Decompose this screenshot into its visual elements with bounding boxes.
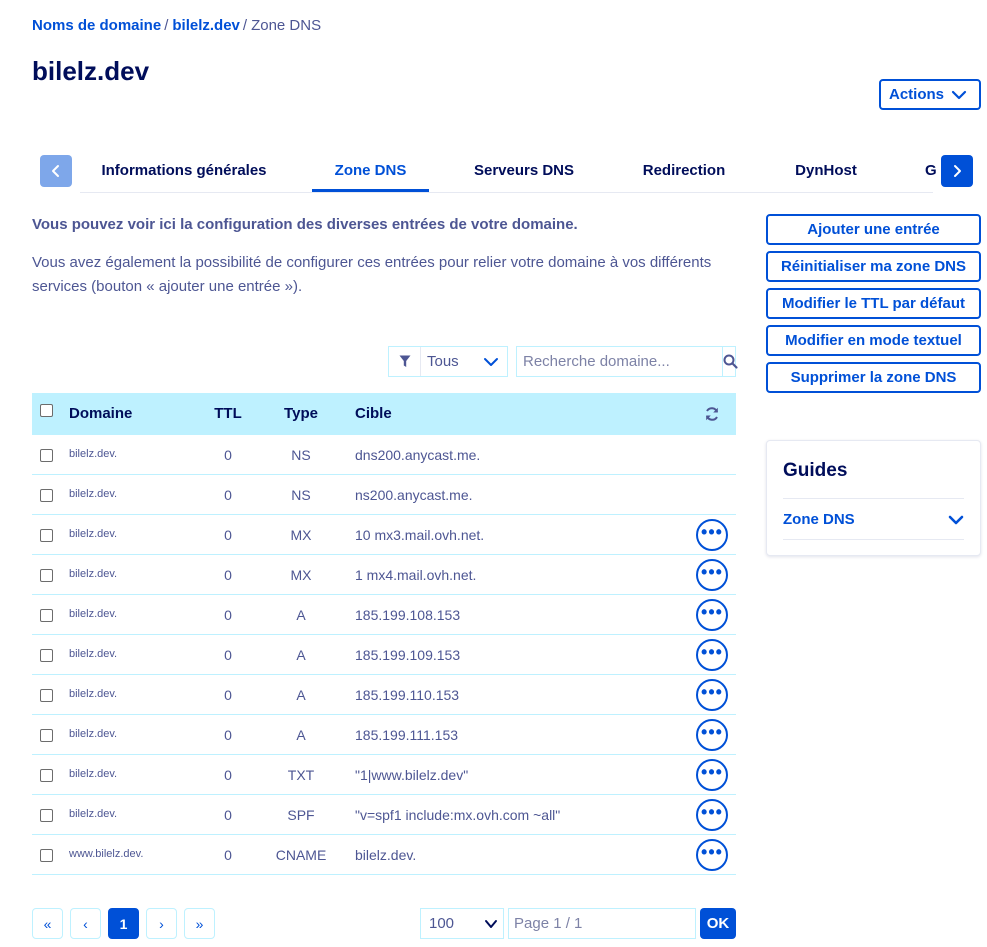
table-row <box>32 435 736 475</box>
table-row <box>32 595 736 635</box>
tab-redirection[interactable]: Redirection <box>642 162 726 179</box>
row-checkbox[interactable] <box>40 809 53 822</box>
next-page-button[interactable]: › <box>146 908 177 939</box>
row-actions-button[interactable] <box>696 639 728 671</box>
row-actions-button[interactable] <box>696 519 728 551</box>
divider <box>783 539 964 540</box>
cell-ttl: 0 <box>224 647 232 663</box>
cell-target: "v=spf1 include:mx.ovh.com ~all" <box>355 807 561 823</box>
row-checkbox[interactable] <box>40 769 53 782</box>
tab-dynhost[interactable]: DynHost <box>795 162 857 179</box>
first-page-button[interactable]: « <box>32 908 63 939</box>
previous-page-button[interactable]: ‹ <box>70 908 101 939</box>
more-icon: ••• <box>701 762 723 782</box>
guides-item-dns-zone[interactable]: Zone DNS <box>783 511 855 528</box>
more-icon: ••• <box>701 682 723 702</box>
table-row <box>32 635 736 675</box>
current-page-button[interactable]: 1 <box>108 908 139 939</box>
go-to-page-button[interactable]: OK <box>700 908 736 939</box>
intro-text: Vous avez également la possibilité de configurer ces entrées pour relier votre domaine à vos différents services (bouton « ajouter une entrée »). <box>32 254 712 295</box>
page-number-input[interactable] <box>508 908 696 939</box>
cell-type: A <box>296 727 306 743</box>
cell-type: MX <box>290 527 312 543</box>
cell-type: TXT <box>287 767 315 783</box>
cell-domain: bilelz.dev. <box>69 688 118 700</box>
tabs <box>80 155 937 193</box>
breadcrumb-separator: / <box>164 17 169 34</box>
cell-ttl: 0 <box>224 807 232 823</box>
page-size-value: 100 <box>429 915 455 932</box>
cell-type: CNAME <box>275 847 327 863</box>
cell-ttl: 0 <box>224 727 232 743</box>
page-title: bilelz.dev <box>32 56 150 86</box>
more-icon: ••• <box>701 642 723 662</box>
table-row <box>32 795 736 835</box>
cell-target: bilelz.dev. <box>355 847 417 863</box>
column-header-ttl[interactable]: TTL <box>214 405 242 422</box>
cell-target: 1 mx4.mail.ovh.net. <box>355 567 477 583</box>
last-page-button[interactable]: » <box>184 908 215 939</box>
row-actions-button[interactable] <box>696 679 728 711</box>
actions-button[interactable] <box>879 79 981 110</box>
breadcrumb-link-domain[interactable]: bilelz.dev <box>172 17 240 34</box>
cell-type: A <box>296 647 306 663</box>
divider <box>783 498 964 499</box>
cell-domain: bilelz.dev. <box>69 648 118 660</box>
row-checkbox[interactable] <box>40 529 53 542</box>
text-mode-button[interactable]: Modifier en mode textuel <box>766 325 981 356</box>
cell-ttl: 0 <box>224 447 232 463</box>
table-body <box>32 435 736 875</box>
more-icon: ••• <box>701 722 723 742</box>
row-checkbox[interactable] <box>40 729 53 742</box>
tabs-scroll-left-button[interactable] <box>40 155 72 187</box>
cell-domain: bilelz.dev. <box>69 528 118 540</box>
cell-type: SPF <box>287 807 315 823</box>
chevron-down-icon <box>951 88 967 102</box>
cell-domain: bilelz.dev. <box>69 808 118 820</box>
search-box <box>516 346 736 377</box>
cell-type: A <box>296 607 306 623</box>
more-icon: ••• <box>701 602 723 622</box>
cell-domain: www.bilelz.dev. <box>69 848 144 860</box>
cell-type: MX <box>290 567 312 583</box>
row-actions-button[interactable] <box>696 839 728 871</box>
cell-target: 185.199.109.153 <box>355 647 461 663</box>
row-actions-button[interactable] <box>696 559 728 591</box>
more-icon: ••• <box>701 842 723 862</box>
table-row <box>32 515 736 555</box>
cell-type: NS <box>291 487 311 503</box>
cell-target: ns200.anycast.me. <box>355 487 473 503</box>
more-icon: ••• <box>701 802 723 822</box>
filter-value: Tous <box>427 353 459 370</box>
filter-icon <box>389 347 421 376</box>
cell-type: NS <box>291 447 311 463</box>
breadcrumb-separator: / <box>242 17 248 34</box>
cell-target: "1|www.bilelz.dev" <box>355 767 469 783</box>
more-icon: ••• <box>701 562 723 582</box>
tab-dns-zone[interactable]: Zone DNS <box>312 155 429 192</box>
cell-domain: bilelz.dev. <box>69 608 118 620</box>
chevron-down-icon[interactable] <box>948 513 964 527</box>
column-header-domain[interactable]: Domaine <box>69 405 133 422</box>
row-checkbox[interactable] <box>40 609 53 622</box>
cell-ttl: 0 <box>224 487 232 503</box>
cell-target: 185.199.111.153 <box>355 727 459 743</box>
dns-records-table <box>32 393 736 875</box>
guides-title: Guides <box>783 460 848 481</box>
table-row <box>32 755 736 795</box>
row-checkbox[interactable] <box>40 849 53 862</box>
guides-card <box>766 440 981 556</box>
cell-ttl: 0 <box>224 687 232 703</box>
table-row <box>32 835 736 875</box>
delete-zone-button[interactable]: Supprimer la zone DNS <box>766 362 981 393</box>
add-entry-button[interactable]: Ajouter une entrée <box>766 214 981 245</box>
cell-type: A <box>296 687 306 703</box>
cell-target: 185.199.110.153 <box>355 687 460 703</box>
cell-target: dns200.anycast.me. <box>355 447 481 463</box>
row-actions-button[interactable] <box>696 719 728 751</box>
search-icon <box>723 354 738 369</box>
row-actions-button[interactable] <box>696 799 728 831</box>
more-icon: ••• <box>701 522 723 542</box>
cell-domain: bilelz.dev. <box>69 488 118 500</box>
cell-domain: bilelz.dev. <box>69 568 118 580</box>
cell-ttl: 0 <box>224 527 232 543</box>
cell-target: 185.199.108.153 <box>355 607 461 623</box>
cell-ttl: 0 <box>224 607 232 623</box>
search-button[interactable] <box>722 347 738 376</box>
row-checkbox[interactable] <box>40 449 53 462</box>
reset-zone-button[interactable]: Réinitialiser ma zone DNS <box>766 251 981 282</box>
row-checkbox[interactable] <box>40 489 53 502</box>
breadcrumb <box>32 17 321 34</box>
row-actions-button[interactable] <box>696 759 728 791</box>
select-all-checkbox[interactable] <box>40 404 53 417</box>
tab-dns-servers[interactable]: Serveurs DNS <box>473 162 575 179</box>
type-filter-select[interactable] <box>388 346 508 377</box>
row-checkbox[interactable] <box>40 689 53 702</box>
breadcrumb-link-domains[interactable]: Noms de domaine <box>32 17 162 34</box>
cell-target: 10 mx3.mail.ovh.net. <box>355 527 485 543</box>
chevron-down-icon <box>485 919 497 929</box>
table-row <box>32 555 736 595</box>
tab-partial[interactable]: G <box>925 162 937 179</box>
tab-general-info[interactable]: Informations générales <box>101 162 267 179</box>
search-input[interactable] <box>517 347 722 376</box>
cell-domain: bilelz.dev. <box>69 768 118 780</box>
cell-ttl: 0 <box>224 847 232 863</box>
actions-label: Actions <box>889 86 945 103</box>
chevron-right-icon <box>952 165 962 177</box>
chevron-down-icon <box>483 356 499 368</box>
breadcrumb-current: Zone DNS <box>251 17 322 34</box>
row-actions-button[interactable] <box>696 599 728 631</box>
cell-ttl: 0 <box>224 767 232 783</box>
cell-domain: bilelz.dev. <box>69 448 118 460</box>
column-header-target[interactable]: Cible <box>355 405 392 422</box>
row-checkbox[interactable] <box>40 569 53 582</box>
chevron-left-icon <box>51 165 61 177</box>
table-row <box>32 475 736 515</box>
cell-domain: bilelz.dev. <box>69 728 118 740</box>
refresh-icon[interactable] <box>704 406 720 422</box>
table-row <box>32 715 736 755</box>
column-header-type[interactable]: Type <box>284 405 318 422</box>
table-row <box>32 675 736 715</box>
table-header <box>32 393 736 435</box>
cell-ttl: 0 <box>224 567 232 583</box>
row-checkbox[interactable] <box>40 649 53 662</box>
tabs-scroll-right-button[interactable] <box>941 155 973 187</box>
page-size-select[interactable] <box>420 908 504 939</box>
intro-heading: Vous pouvez voir ici la configuration des diverses entrées de votre domaine. <box>32 216 578 233</box>
modify-ttl-button[interactable]: Modifier le TTL par défaut <box>766 288 981 319</box>
